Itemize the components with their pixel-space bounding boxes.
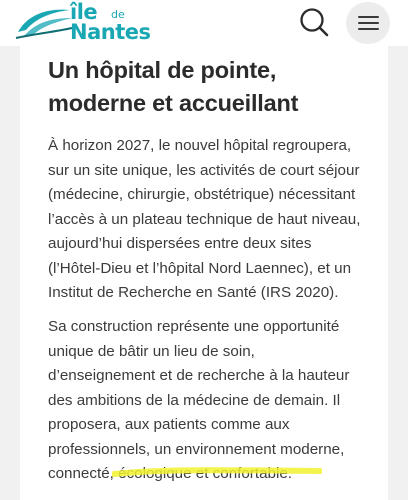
paragraph-2-line: Sa construction représente une opportunité — [48, 318, 340, 335]
search-button[interactable] — [296, 4, 334, 42]
article-title-line-1: Un hôpital de pointe, — [48, 57, 277, 83]
paragraph-2-line: des ambitions de la médecine de demain. Il — [48, 391, 341, 409]
paragraph-1-line: (médecine, chirurgie, obstétrique) nécessitant — [48, 186, 356, 203]
logo-word-ile: île — [70, 0, 98, 24]
article-title — [48, 54, 358, 120]
paragraph-1-line: À horizon 2027, le nouvel hôpital regroupera, — [48, 137, 352, 154]
article-card — [20, 40, 388, 500]
ile-de-nantes-logo[interactable] — [14, 0, 151, 44]
menu-button[interactable] — [346, 2, 390, 44]
logo-word-de: de — [111, 8, 125, 21]
paragraph-1-line: sur un site unique, les activités de court séjour — [48, 161, 360, 179]
paragraph-1-line: (l’Hôtel-Dieu et l’hôpital Nord Laennec), et un — [48, 259, 352, 277]
paragraph-2-line: unique de bâtir un lieu de soin, — [48, 342, 255, 360]
paragraph-2-line: professionnels, un environnement moderne, — [48, 440, 345, 458]
site-header — [0, 0, 408, 46]
paragraph-1-line: l’accès à un plateau technique de haut niveau, — [48, 210, 361, 228]
paragraph-2-line: connecté, écologique et confortable. — [48, 465, 293, 482]
logo-wave-icon — [14, 6, 76, 40]
paragraph-2-line: proposera, aux patients comme aux — [48, 416, 290, 433]
article-title-line-2: moderne et accueillant — [48, 90, 299, 116]
logo-word-nantes: Nantes — [70, 20, 151, 44]
article-paragraph-2 — [48, 315, 388, 487]
search-icon — [296, 4, 334, 42]
paragraph-1-line: Institut de Recherche en Santé (IRS 2020). — [48, 284, 339, 301]
paragraph-1-line: aujourd’hui dispersées entre deux sites — [48, 235, 312, 252]
article-paragraph-1 — [48, 134, 388, 306]
paragraph-2-line: d’enseignement et de recherche à la hauteur — [48, 367, 350, 384]
